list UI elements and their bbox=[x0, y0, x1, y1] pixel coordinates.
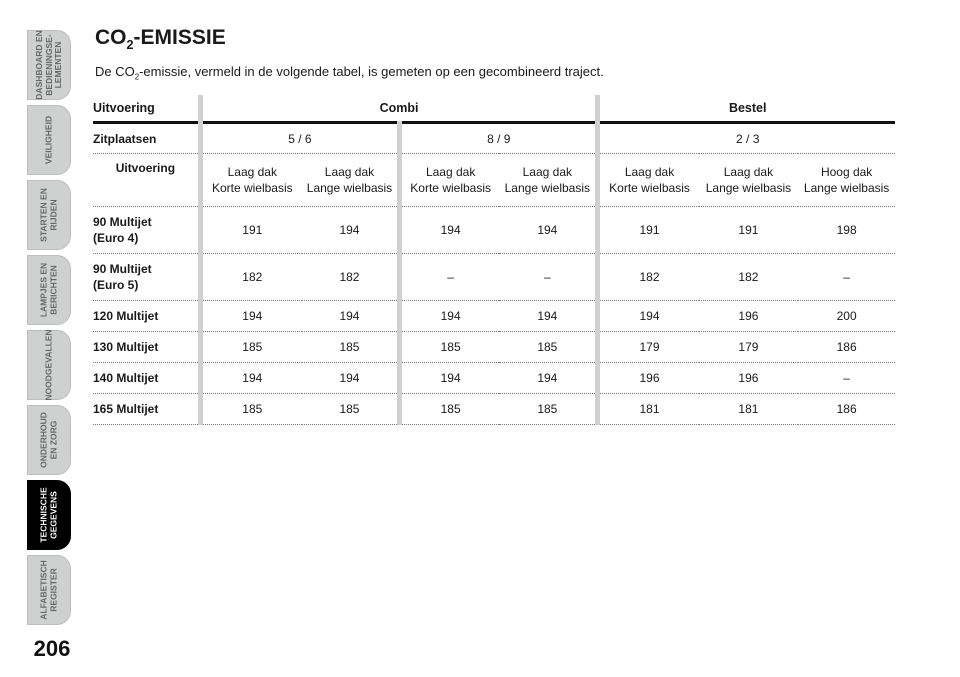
variant-row bbox=[93, 154, 895, 207]
seats-cell: 5 / 6 bbox=[200, 123, 399, 154]
value-cell: – bbox=[798, 254, 895, 301]
table-header-row bbox=[93, 95, 895, 123]
engine-label: 165 Multijet bbox=[93, 394, 200, 425]
page-number: 206 bbox=[33, 636, 71, 661]
tab-register[interactable] bbox=[27, 555, 71, 625]
engine-label: 140 Multijet bbox=[93, 363, 200, 394]
value-cell: – bbox=[400, 254, 500, 301]
tab-dashboard[interactable] bbox=[27, 30, 71, 100]
value-cell: 185 bbox=[200, 394, 302, 425]
variant-cell: Hoog dak Lange wielbasis bbox=[798, 154, 895, 207]
table-row bbox=[93, 332, 895, 363]
tab-technische-gegevens[interactable] bbox=[27, 480, 71, 550]
value-cell: 191 bbox=[699, 207, 799, 254]
intro-text bbox=[95, 64, 604, 82]
tab-label: ONDERHOUD EN ZORG bbox=[38, 412, 58, 468]
title-prefix: CO bbox=[95, 26, 127, 49]
tab-label: STARTEN EN RIJDEN bbox=[38, 188, 58, 242]
value-cell: 194 bbox=[400, 363, 500, 394]
tab-starten[interactable] bbox=[27, 180, 71, 250]
table-row bbox=[93, 207, 895, 254]
data-rows bbox=[93, 207, 895, 425]
header-bestel: Bestel bbox=[598, 95, 895, 123]
value-cell: 194 bbox=[302, 301, 400, 332]
value-cell: 185 bbox=[499, 332, 598, 363]
intro-suffix: -emissie, vermeld in de volgende tabel, is gemeten op een gecombineerd traject. bbox=[139, 64, 604, 79]
value-cell: 191 bbox=[598, 207, 699, 254]
title-subscript: 2 bbox=[126, 38, 134, 53]
seats-row bbox=[93, 123, 895, 154]
value-cell: 179 bbox=[699, 332, 799, 363]
value-cell: 194 bbox=[499, 207, 598, 254]
seats-label: Zitplaatsen bbox=[93, 123, 200, 154]
value-cell: 200 bbox=[798, 301, 895, 332]
variant-cell: Laag dak Korte wielbasis bbox=[598, 154, 699, 207]
value-cell: 185 bbox=[302, 332, 400, 363]
value-cell: 191 bbox=[200, 207, 302, 254]
seats-cell: 2 / 3 bbox=[598, 123, 895, 154]
value-cell: 194 bbox=[200, 301, 302, 332]
engine-label: 120 Multijet bbox=[93, 301, 200, 332]
value-cell: 182 bbox=[200, 254, 302, 301]
tab-label: ALFABETISCH REGISTER bbox=[38, 560, 58, 620]
table-row bbox=[93, 394, 895, 425]
header-combi: Combi bbox=[200, 95, 598, 123]
value-cell: 181 bbox=[699, 394, 799, 425]
value-cell: 185 bbox=[302, 394, 400, 425]
tab-veiligheid[interactable] bbox=[27, 105, 71, 175]
value-cell: 181 bbox=[598, 394, 699, 425]
value-cell: 179 bbox=[598, 332, 699, 363]
tab-onderhoud[interactable] bbox=[27, 405, 71, 475]
variant-cell: Laag dak Lange wielbasis bbox=[302, 154, 400, 207]
co2-table bbox=[93, 95, 895, 425]
tab-noodgevallen[interactable] bbox=[27, 330, 71, 400]
engine-label: 90 Multijet (Euro 5) bbox=[93, 254, 200, 301]
value-cell: 194 bbox=[400, 301, 500, 332]
value-cell: 186 bbox=[798, 332, 895, 363]
value-cell: 196 bbox=[699, 301, 799, 332]
value-cell: 194 bbox=[200, 363, 302, 394]
intro-subscript: 2 bbox=[134, 72, 140, 82]
engine-label: 90 Multijet (Euro 4) bbox=[93, 207, 200, 254]
table-row bbox=[93, 254, 895, 301]
title-suffix: -EMISSIE bbox=[133, 26, 226, 49]
value-cell: 185 bbox=[400, 394, 500, 425]
value-cell: – bbox=[499, 254, 598, 301]
tab-label: VEILIGHEID bbox=[43, 115, 54, 165]
table-row bbox=[93, 363, 895, 394]
tab-label: NOODGEVALLEN bbox=[43, 329, 54, 401]
value-cell: 194 bbox=[598, 301, 699, 332]
intro-prefix: De CO bbox=[95, 64, 135, 79]
table-row bbox=[93, 301, 895, 332]
value-cell: 194 bbox=[400, 207, 500, 254]
tab-lampjes[interactable] bbox=[27, 255, 71, 325]
variant-cell: Laag dak Korte wielbasis bbox=[400, 154, 500, 207]
engine-label: 130 Multijet bbox=[93, 332, 200, 363]
value-cell: 194 bbox=[499, 301, 598, 332]
tab-label: LAMPJES EN BERICHTEN bbox=[38, 262, 58, 318]
header-label: Uitvoering bbox=[93, 95, 200, 123]
tab-label: TECHNISCHE GEGEVENS bbox=[38, 487, 58, 543]
tab-label: DASHBOARD EN BEDIENINGSE- LEMENTEN bbox=[33, 30, 63, 100]
seats-cell: 8 / 9 bbox=[400, 123, 598, 154]
variant-cell: Laag dak Lange wielbasis bbox=[699, 154, 799, 207]
value-cell: 182 bbox=[302, 254, 400, 301]
variant-cell: Laag dak Korte wielbasis bbox=[200, 154, 302, 207]
variant-cell: Laag dak Lange wielbasis bbox=[499, 154, 598, 207]
value-cell: 182 bbox=[598, 254, 699, 301]
value-cell: 185 bbox=[499, 394, 598, 425]
variant-label: Uitvoering bbox=[93, 154, 200, 207]
value-cell: 182 bbox=[699, 254, 799, 301]
page-title bbox=[95, 26, 226, 52]
value-cell: 194 bbox=[302, 207, 400, 254]
value-cell: 196 bbox=[598, 363, 699, 394]
value-cell: 185 bbox=[200, 332, 302, 363]
value-cell: 198 bbox=[798, 207, 895, 254]
value-cell: 196 bbox=[699, 363, 799, 394]
value-cell: 186 bbox=[798, 394, 895, 425]
value-cell: – bbox=[798, 363, 895, 394]
value-cell: 194 bbox=[302, 363, 400, 394]
value-cell: 185 bbox=[400, 332, 500, 363]
value-cell: 194 bbox=[499, 363, 598, 394]
